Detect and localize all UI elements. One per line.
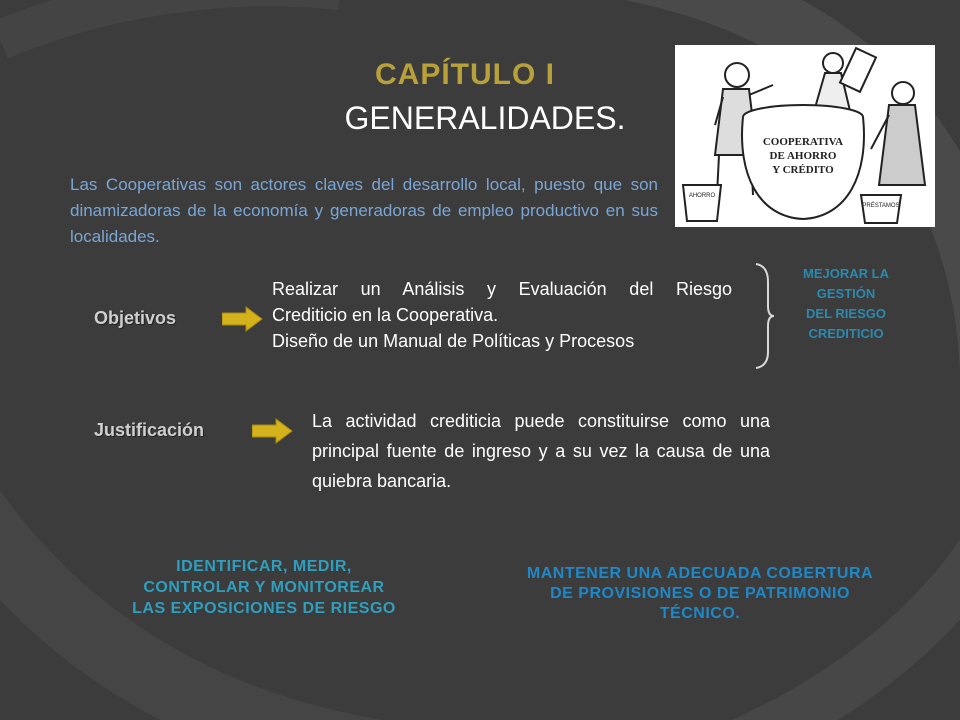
mantener-line3: TÉCNICO. [659,605,741,622]
objetivos-label: Objetivos [94,308,177,328]
mejorar-line4: CREDITICIO [808,326,884,341]
chapter-title: CAPÍTULO I [375,58,555,91]
cartoon-tag-right: PRÉSTAMOS [862,203,900,209]
cartoon-tag-left: AHORRO [688,193,716,199]
cooperative-cartoon-image [675,45,935,227]
mantener-line2: DE PROVISIONES O DE PATRIMONIO [550,585,850,602]
identificar-line2: CONTROLAR Y MONITOREAR [143,579,385,596]
intro-paragraph: Las Cooperativas son actores claves del desarrollo local, puesto que son dinamizadoras de la economía y generadoras de empleo productivo en sus localidades. [70,175,658,246]
mejorar-line3: DEL RIESGO [806,306,886,321]
objetivo-1-line2: Crediticio en la Cooperativa. [272,305,499,325]
mejorar-line1: MEJORAR LA [803,266,889,281]
identificar-line1: IDENTIFICAR, MEDIR, [176,558,352,575]
cartoon-sign-line1: COOPERATIVA [762,136,844,148]
mejorar-gestion-note [774,264,918,344]
cartoon-drawing [675,45,935,227]
cartoon-sign-line3: Y CRÉDITO [772,164,834,176]
objetivos-arrow-icon [222,306,264,332]
cartoon-sign-line2: DE AHORRO [769,150,837,162]
mejorar-line2: GESTIÓN [816,286,876,301]
objetivos-list [272,276,732,354]
objetivo-1-line1: Realizar un Análisis y Evaluación del Riesgo [272,279,732,299]
justificacion-arrow-icon [252,418,294,444]
section-heading: GENERALIDADES. [344,100,626,136]
mantener-line1: MANTENER UNA ADECUADA COBERTURA [526,565,874,582]
objetivo-2: Diseño de un Manual de Políticas y Procesos [272,331,635,351]
identificar-line3: LAS EXPOSICIONES DE RIESGO [132,600,396,617]
identificar-note [88,556,440,619]
justificacion-paragraph: La actividad crediticia puede constituirse como una principal fuente de ingreso y a su vez la causa de una quiebra bancaria. [312,411,770,491]
right-brace-icon [752,262,776,370]
mantener-note [472,564,928,624]
justificacion-label: Justificación [94,420,205,440]
